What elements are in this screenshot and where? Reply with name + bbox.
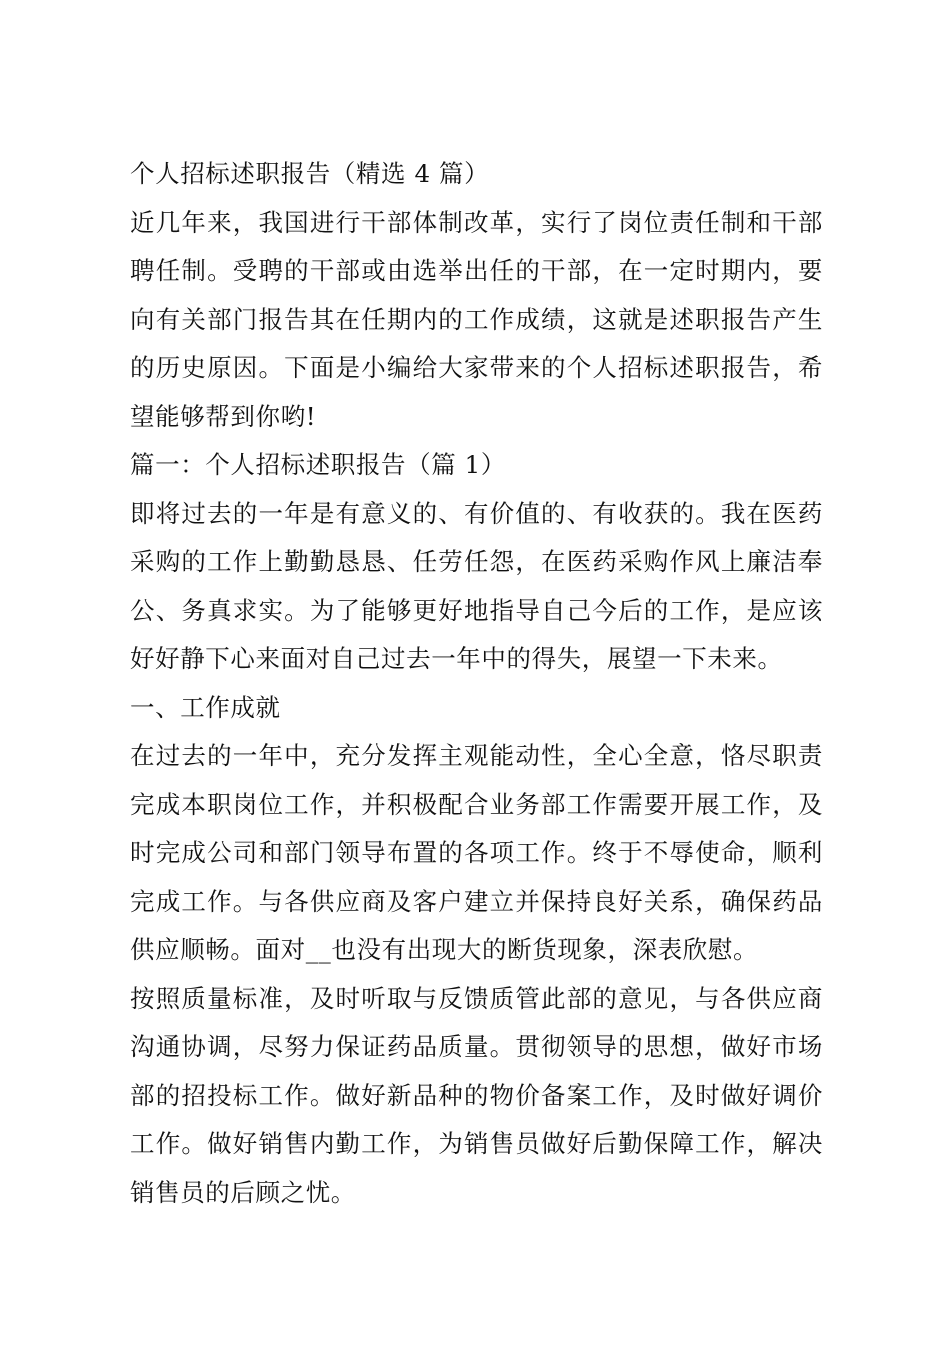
text-line: 完成工作。与各供应商及客户建立并保持良好关系，确保药品: [130, 886, 823, 916]
text-line: 采购的工作上勤勤恳恳、任劳任怨，在医药采购作风上廉洁奉: [130, 547, 823, 576]
intro-paragraph: [130, 199, 823, 442]
document-body: [130, 150, 823, 1217]
text-line: 向有关部门报告其在任期内的工作成绩，这就是述职报告产生: [130, 304, 823, 334]
text-line: 的历史原因。下面是小编给大家带来的个人招标述职报告，希: [130, 353, 823, 382]
text-line: 供应顺畅。面对__也没有出现大的断货现象，深表欣慰。: [130, 935, 759, 964]
text-line: 完成本职岗位工作，并积极配合业务部工作需要开展工作，及: [130, 789, 823, 819]
text-line: 按照质量标准，及时听取与反馈质管此部的意见，与各供应商: [130, 983, 823, 1013]
text-line: 聘任制。受聘的干部或由选举出任的干部，在一定时期内，要: [130, 256, 823, 285]
section-heading: 篇一：个人招标述职报告（篇 1）: [130, 450, 506, 479]
text-line: 望能够帮到你哟!: [130, 401, 317, 431]
paragraph-1: [130, 490, 823, 684]
text-line: 在过去的一年中，充分发挥主观能动性，全心全意，恪尽职责: [130, 741, 823, 770]
subheading: 一、工作成就: [130, 692, 281, 722]
paragraph-2: [130, 732, 823, 975]
text-line: 销售员的后顾之忧。: [130, 1177, 356, 1207]
text-line: 近几年来，我国进行干部体制改革，实行了岗位责任制和干部: [130, 207, 823, 237]
text-line: 公、务真求实。为了能够更好地指导自己今后的工作，是应该: [130, 595, 823, 625]
text-line: 好好静下心来面对自己过去一年中的得失，展望一下未来。: [130, 644, 783, 673]
paragraph-3: [130, 975, 823, 1218]
text-line: 沟通协调，尽努力保证药品质量。贯彻领导的思想，做好市场: [130, 1032, 823, 1061]
text-line: 部的招投标工作。做好新品种的物价备案工作，及时做好调价: [130, 1080, 823, 1110]
text-line: 时完成公司和部门领导布置的各项工作。终于不辱使命，顺利: [130, 838, 823, 867]
text-line: 即将过去的一年是有意义的、有价值的、有收获的。我在医药: [130, 498, 823, 528]
document-title: 个人招标述职报告（精选 4 篇）: [130, 159, 490, 188]
text-line: 工作。做好销售内勤工作，为销售员做好后勤保障工作，解决: [130, 1129, 823, 1158]
